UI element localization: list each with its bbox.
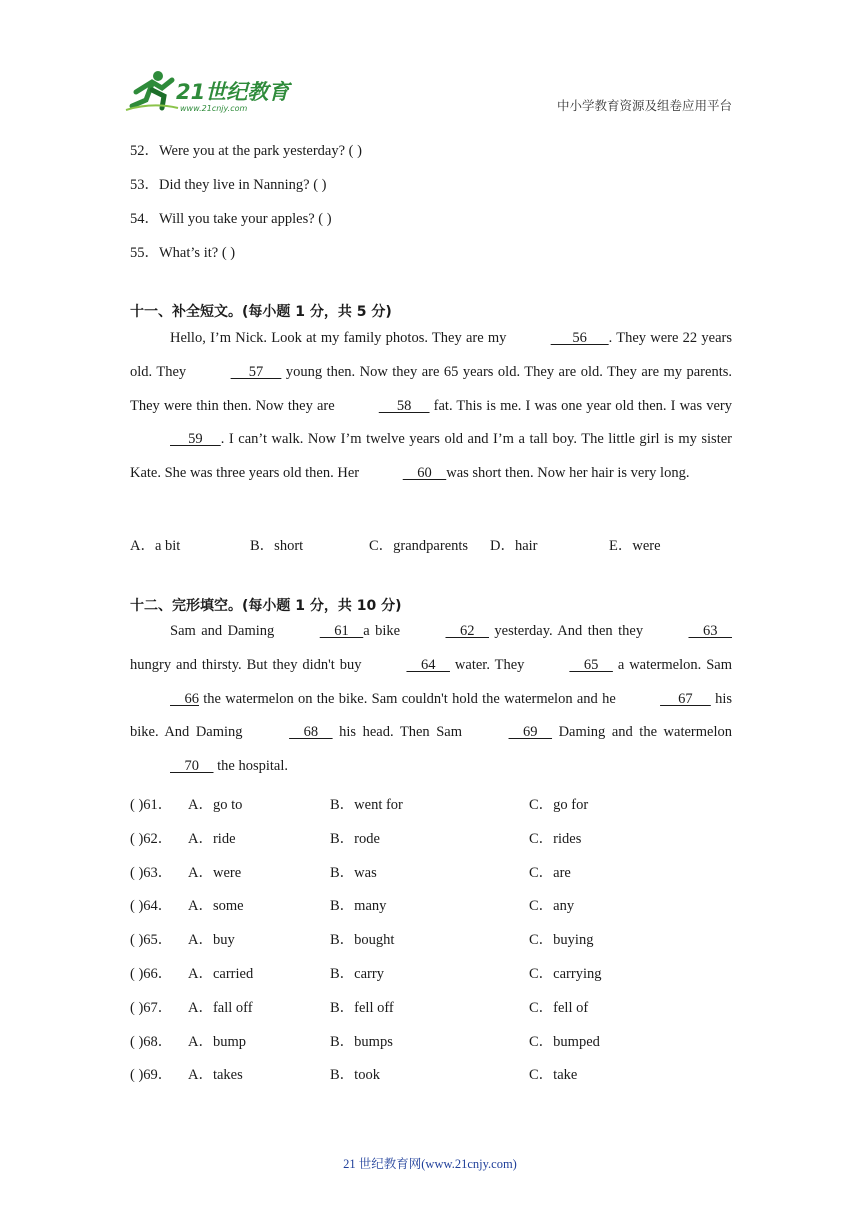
section-12-title: 十二、完形填空。(每小题 1 分，共 10 分) [130, 598, 402, 614]
answer-blank: 70 [170, 758, 214, 775]
section-11-passage [130, 322, 732, 491]
cloze-question-row [130, 1030, 732, 1050]
passage-text: the hospital. [213, 758, 289, 775]
choice-c: C．are [529, 864, 571, 881]
choice-c: C．go for [529, 797, 589, 813]
answer-blank: 65 [569, 656, 613, 673]
answer-blank: 59 [170, 431, 221, 448]
choice-c: C．take [529, 1067, 578, 1084]
choice-b: B．many [330, 898, 387, 915]
passage-text: water. They [449, 656, 530, 673]
cloze-question-row [130, 928, 732, 948]
question-54: 54．Will you take your apples? ( ) [130, 211, 332, 227]
passage-text: yesterday. And then they [489, 623, 649, 639]
choice-b: B．bought [330, 932, 395, 949]
answer-blank: 58 [378, 397, 430, 414]
passage-text: young then. Now they are 65 years old. They are old. They are my parents. They were thin then. Now they are [130, 363, 732, 414]
choice-b: B．fell off [330, 999, 394, 1016]
option-e: E．were [609, 538, 661, 554]
choice-c: C．any [529, 898, 575, 915]
question-number: ( )66． [130, 966, 173, 982]
choice-b: B．rode [330, 830, 380, 847]
choice-b: B．went for [330, 797, 403, 813]
choice-c: C．fell of [529, 999, 589, 1016]
page-footer: 21 世纪教育网(www.21cnjy.com) [343, 1157, 517, 1171]
choice-c: C．bumped [529, 1033, 600, 1050]
section-11-title: 十一、补全短文。(每小题 1 分，共 5 分) [130, 304, 392, 320]
cloze-question-row [130, 861, 732, 881]
choice-a: A．ride [188, 830, 236, 847]
cloze-question-row [130, 827, 732, 847]
question-number: ( )61． [130, 797, 173, 813]
passage-text: . They were 22 years old. They [130, 330, 733, 380]
answer-blank: 61 [319, 623, 364, 639]
svg-text:21世纪教育: 21世纪教育 [176, 80, 290, 104]
choice-c: C．rides [529, 830, 582, 847]
answer-blank: 63 [688, 623, 732, 639]
answer-blank: 62 [445, 623, 489, 639]
cloze-question-row [130, 894, 732, 914]
passage-text: Sam and Daming [170, 623, 280, 639]
choice-a: A．were [188, 864, 242, 881]
cloze-question-row [130, 962, 732, 982]
answer-blank: 66 [170, 690, 199, 707]
answer-blank: 69 [508, 724, 553, 741]
choice-a: A．takes [188, 1067, 243, 1084]
passage-text: a watermelon. Sam [612, 656, 732, 673]
choice-a: A．fall off [188, 999, 253, 1016]
question-number: ( )63． [130, 864, 173, 881]
section-12-passage [130, 615, 732, 784]
passage-text: . I can’t walk. Now I’m twelve years old and I’m a tall boy. The little girl is my sister Kate. She was three years old then. Her [130, 431, 732, 482]
question-number: ( )68． [130, 1033, 173, 1050]
answer-blank: 57 [230, 363, 282, 380]
choice-b: B．bumps [330, 1033, 393, 1050]
choice-b: B．was [330, 864, 377, 881]
passage-text: his head. Then Sam [332, 724, 469, 741]
choice-c: C．buying [529, 932, 594, 949]
answer-blank: 60 [402, 465, 447, 482]
option-b: B．short [250, 538, 304, 554]
choice-a: A．buy [188, 932, 235, 949]
answer-blank: 56 [550, 330, 609, 346]
option-a: A．a bit [130, 538, 181, 554]
option-d: D．hair [490, 538, 538, 554]
passage-text: a bike [363, 623, 406, 639]
passage-text: was short then. Now her hair is very long. [446, 465, 690, 482]
question-53: 53．Did they live in Nanning? ( ) [130, 177, 327, 193]
question-number: ( )62． [130, 830, 173, 847]
passage-text: fat. This is me. I was one year old then. I was very [429, 397, 732, 414]
cloze-question-row [130, 996, 732, 1016]
passage-text: the watermelon on the bike. Sam couldn't hold the watermelon and he [199, 690, 621, 707]
question-52: 52．Were you at the park yesterday? ( ) [130, 143, 362, 159]
choice-a: A．go to [188, 797, 243, 813]
choice-c: C．carrying [529, 966, 602, 982]
question-55: 55．What’s it? ( ) [130, 245, 236, 261]
question-number: ( )65． [130, 932, 173, 949]
question-number: ( )69． [130, 1067, 173, 1084]
choice-a: A．some [188, 898, 244, 915]
site-logo [122, 66, 292, 116]
svg-text:www.21cnjy.com: www.21cnjy.com [180, 104, 248, 113]
choice-a: A．bump [188, 1033, 246, 1050]
choice-b: B．carry [330, 966, 384, 982]
answer-blank: 67 [660, 690, 711, 707]
runner-logo-icon [122, 66, 292, 116]
passage-text: Daming and the watermelon [552, 724, 732, 741]
passage-text: his bike. And Daming [130, 690, 732, 741]
question-number: ( )64． [130, 898, 173, 915]
cloze-question-row [130, 1063, 732, 1083]
question-number: ( )67． [130, 999, 173, 1016]
passage-text: hungry and thirsty. But they didn't buy [130, 656, 367, 673]
passage-text: Hello, I’m Nick. Look at my family photos. They are my [170, 330, 511, 346]
choice-a: A．carried [188, 966, 254, 982]
page-header [122, 66, 732, 118]
choice-b: B．took [330, 1067, 380, 1084]
option-c: C．grandparents [369, 538, 469, 554]
answer-blank: 68 [289, 724, 333, 741]
answer-blank: 64 [406, 656, 450, 673]
cloze-question-row [130, 793, 732, 813]
platform-title: 中小学教育资源及组卷应用平台 [556, 98, 732, 113]
